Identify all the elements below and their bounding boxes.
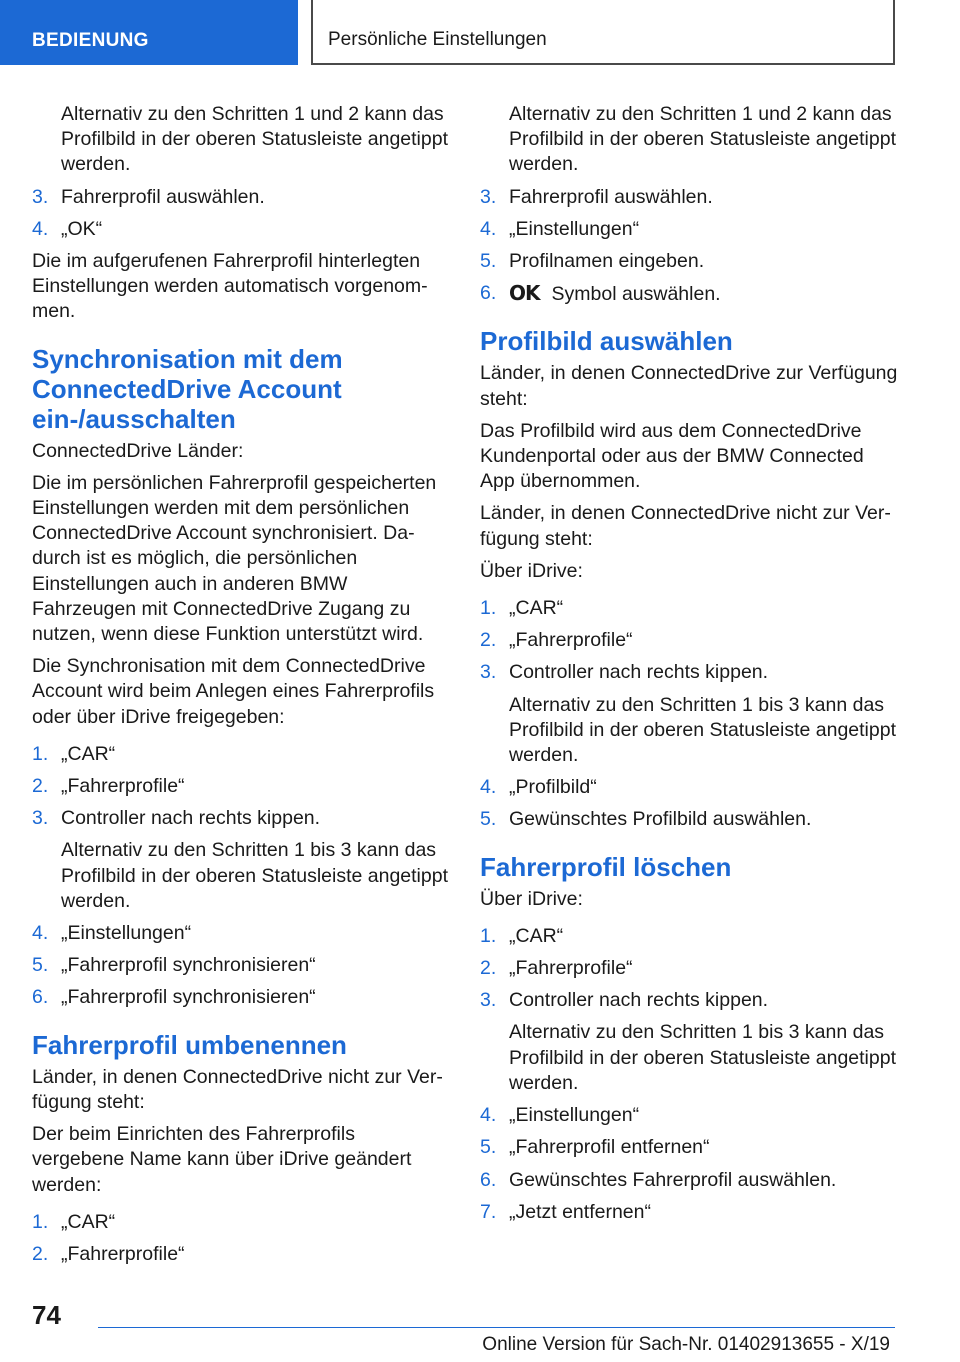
step-number: 3. [32,185,49,208]
step-item [480,1135,900,1160]
paragraph: Länder, in denen ConnectedDrive zur Verfügung steht: [480,362,898,410]
step-text: „CAR“ [509,924,564,947]
step-number: 4. [480,1104,497,1127]
step-text: „Fahrerprofile“ [61,1242,185,1265]
footer-divider [98,1327,895,1328]
step-number: 3. [480,661,497,684]
step-text: „Fahrerprofil synchronisieren“ [61,986,316,1009]
ok-symbol-icon: OK [509,281,540,306]
step-number: 5. [480,1136,497,1159]
step-number: 1. [480,597,497,620]
step-text: „Fahrerprofile“ [509,957,633,980]
step-number: 2. [480,957,497,980]
step-number: 1. [480,924,497,947]
step-text: „CAR“ [509,597,564,620]
step-item [480,1200,900,1225]
step-item [480,956,900,981]
step-number: 4. [32,217,49,240]
step-text: „CAR“ [61,1210,116,1233]
step-number: 3. [480,185,497,208]
step-text: Controller nach rechts kippen. [509,989,769,1012]
step-item [480,988,900,1013]
step-text-label: Symbol auswählen. [551,283,721,306]
step-number: 7. [480,1200,497,1223]
step-item [480,249,900,274]
step-text: Gewünschtes Fahrerprofil auswählen. [509,1168,837,1191]
section-heading-delete: Fahrerprofil löschen [480,851,732,882]
step-note: Alternativ zu den Schritten 1 bis 3 kann das Profilbild in der oberen Statusleiste angetippt werden. [61,839,448,912]
step-item [480,807,900,832]
section-tab-label: BEDIENUNG [32,30,149,51]
step-number: 4. [32,922,49,945]
step-number: 2. [32,1242,49,1265]
step-text: „Einstellungen“ [509,217,640,240]
step-text: „Profilbild“ [509,776,597,799]
step-note: Alternativ zu den Schritten 1 und 2 kann das Profilbild in der oberen Statusleiste angetippt werden. [509,103,896,176]
step-item [32,985,452,1010]
step-item [32,742,452,767]
step-number: 1. [32,742,49,765]
step-text: Fahrerprofil auswählen. [509,185,713,208]
step-text: Controller nach rechts kippen. [509,661,769,684]
paragraph: ConnectedDrive Länder: [32,439,244,462]
chapter-title: Persönliche Einstellungen [328,29,547,50]
page-number: 74 [32,1300,61,1330]
step-number: 6. [32,986,49,1009]
step-item [32,806,452,831]
online-version-note: Online Version für Sach-Nr. 01402913655 - X/19 [482,1334,890,1355]
step-text: „Fahrerprofil entfernen“ [509,1136,710,1159]
step-text: Profilnamen eingeben. [509,250,705,273]
step-item [32,1242,452,1267]
step-text: „Einstellungen“ [509,1104,640,1127]
step-item [32,217,452,242]
step-note: Alternativ zu den Schritten 1 und 2 kann das Profilbild in der oberen Statusleiste angetippt werden. [61,103,448,176]
step-number: 6. [480,282,497,305]
step-note: Alternativ zu den Schritten 1 bis 3 kann das Profilbild in der oberen Statusleiste angetippt werden. [509,693,896,767]
step-item [32,953,452,978]
step-text [509,281,900,307]
step-item [32,921,452,946]
step-number: 5. [480,808,497,831]
step-text: „Fahrerprofile“ [61,775,185,798]
paragraph: Länder, in denen ConnectedDrive nicht zur Verfügung steht: [32,1065,443,1113]
step-item [480,1168,900,1193]
step-item [480,660,900,685]
step-item [32,774,452,799]
step-item [480,185,900,210]
section-tab [0,0,298,65]
step-item [32,185,452,210]
step-item [480,775,900,800]
step-text: „CAR“ [61,742,116,765]
step-item [480,281,900,307]
step-item [480,924,900,949]
paragraph: Länder, in denen ConnectedDrive nicht zur Verfügung steht: [480,502,891,550]
step-note: Alternativ zu den Schritten 1 bis 3 kann das Profilbild in der oberen Statusleiste angetippt werden. [509,1021,896,1094]
step-item [480,217,900,242]
step-text: „Fahrerprofil synchronisieren“ [61,954,316,977]
step-text: „Einstellungen“ [61,922,192,945]
paragraph: Die im persönlichen Fahrerprofil gespeicherten Einstellungen werden mit dem persönlichen ConnectedDrive Account synchronisiert. Dadurch ist es möglich, die persönlichen Einstellungen auch in anderen BMW Fahrzeugen mit ConnectedDrive Zugang zu nutzen, wenn diese Funktion unterstützt wird. [32,471,437,646]
paragraph: Das Profilbild wird aus dem ConnectedDrive Kundenportal oder aus der BMW Connected App übernommen. [480,419,864,493]
paragraph: Die im aufgerufenen Fahrerprofil hinterlegten Einstellungen werden automatisch vorgenommen. [32,250,428,323]
chapter-header [311,0,895,65]
paragraph: Über iDrive: [480,887,583,910]
step-item [480,596,900,621]
step-item [480,628,900,653]
step-number: 2. [32,775,49,798]
step-text: „Fahrerprofile“ [509,629,633,652]
step-item [480,1103,900,1128]
step-text: Fahrerprofil auswählen. [61,185,265,208]
step-number: 4. [480,217,497,240]
step-number: 1. [32,1210,49,1233]
step-text: Controller nach rechts kippen. [61,807,321,830]
step-number: 4. [480,776,497,799]
paragraph: Die Synchronisation mit dem ConnectedDrive Account wird beim Anlegen eines Fahrerprofils oder über iDrive freigegeben: [32,655,435,728]
step-text: „OK“ [61,217,103,240]
section-heading-rename: Fahrerprofil umbenennen [32,1029,347,1060]
step-number: 5. [480,250,497,273]
section-heading-picture: Profilbild auswählen [480,326,733,357]
step-item [32,1210,452,1235]
step-number: 6. [480,1168,497,1191]
step-number: 5. [32,954,49,977]
step-number: 3. [480,989,497,1012]
paragraph: Der beim Einrichten des Fahrerprofils vergebene Name kann über iDrive geändert werden: [32,1123,412,1196]
left-column [32,102,452,1274]
step-number: 3. [32,807,49,830]
section-heading-sync: Synchronisation mit dem ConnectedDrive Account ein-/ausschalten [32,343,343,434]
right-column [480,102,900,1232]
paragraph: Über iDrive: [480,559,583,582]
step-text: „Jetzt entfernen“ [509,1200,651,1223]
step-text: Gewünschtes Profilbild auswählen. [509,808,812,831]
step-number: 2. [480,629,497,652]
